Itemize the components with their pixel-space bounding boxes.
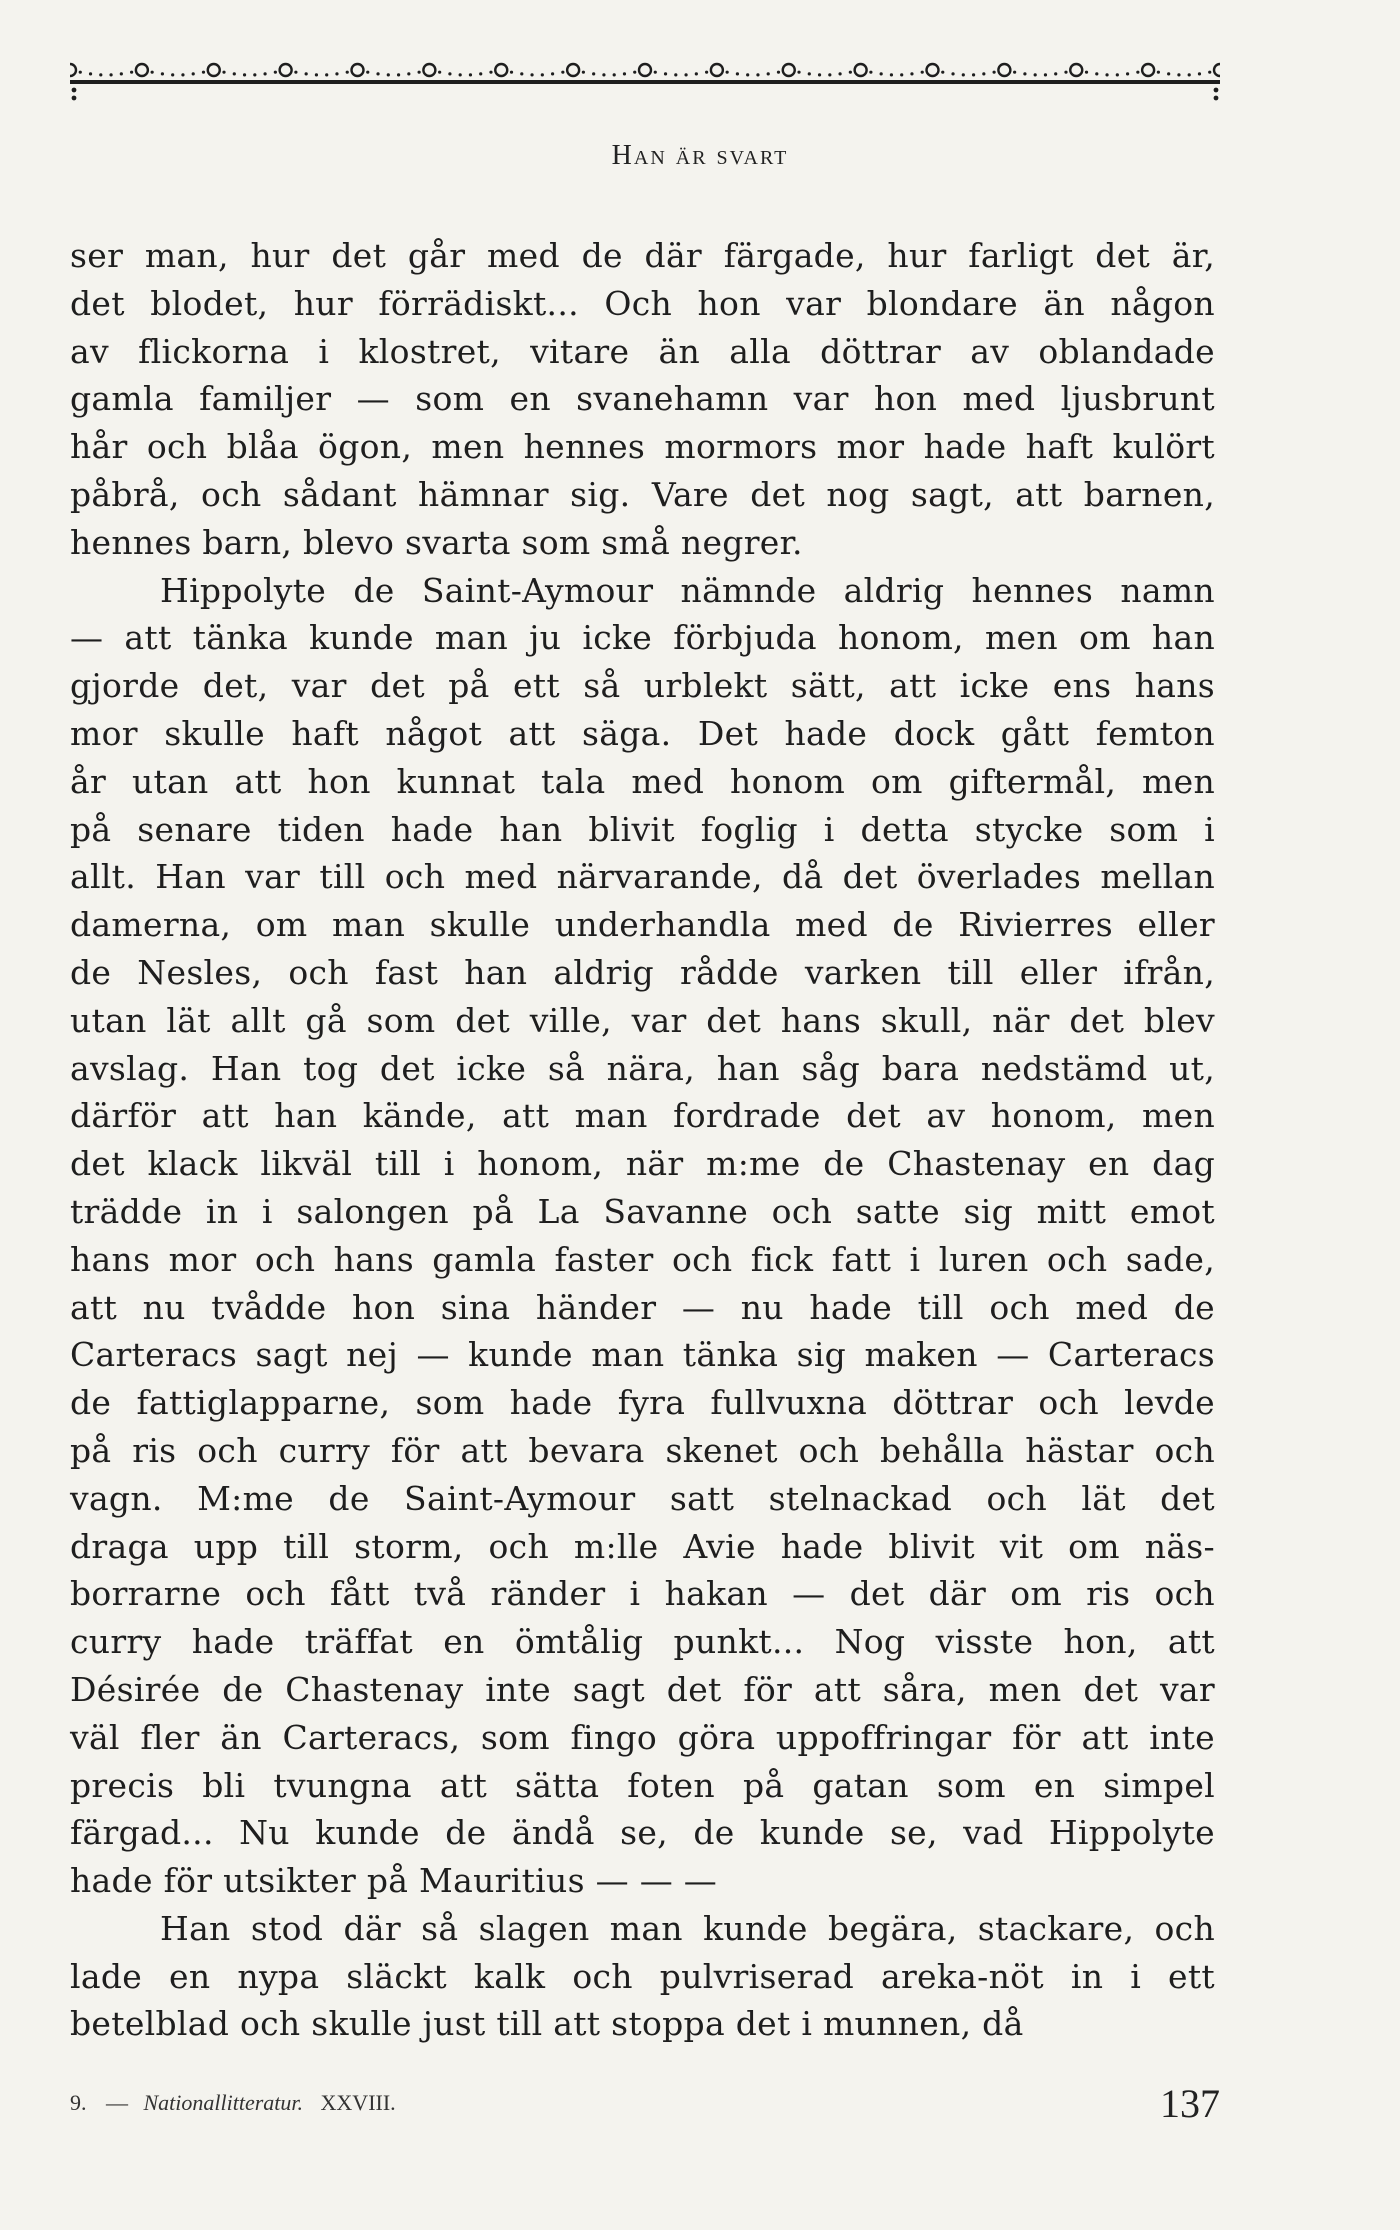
text-line: — att tänka kunde man ju icke förbjuda honom, men om han — [70, 618, 1215, 658]
text-line: av flickorna i klostret, vitare än alla döttrar av oblandade — [70, 331, 1215, 371]
work-title: Nationallitteratur. — [143, 2090, 304, 2115]
text-line: utan lät allt gå som det ville, var det hans skull, när det blev — [70, 1000, 1215, 1040]
body-text — [70, 232, 1215, 2048]
text-line: mor skulle haft något att säga. Det hade dock gått femton — [70, 713, 1215, 753]
text-line: Carteracs sagt nej — kunde man tänka sig maken — Carteracs — [70, 1335, 1215, 1375]
text-line: de Nesles, och fast han aldrig rådde varken till eller ifrån, — [70, 952, 1215, 992]
text-line: det blodet, hur förrädiskt... Och hon var blondare än någon — [70, 283, 1215, 323]
text-line: väl fler än Carteracs, som fingo göra uppoffringar för att inte — [70, 1717, 1215, 1757]
text-line: betelblad och skulle just till att stoppa det i munnen, då — [70, 2004, 1024, 2044]
text-line: avslag. Han tog det icke så nära, han såg bara nedstämd ut, — [70, 1048, 1215, 1088]
page-number: 137 — [1160, 2081, 1220, 2126]
text-line: därför att han kände, att man fordrade det av honom, men — [70, 1096, 1215, 1136]
paragraph — [70, 567, 1215, 1905]
text-line: gamla familjer — som en svanehamn var hon med ljusbrunt — [70, 379, 1215, 419]
paragraph — [70, 1905, 1215, 2048]
text-line: allt. Han var till och med närvarande, då det överlades mellan — [70, 857, 1215, 897]
ornamental-header-border — [70, 60, 1220, 130]
text-line: på senare tiden hade han blivit foglig i detta stycke som i — [70, 809, 1215, 849]
text-line: lade en nypa släckt kalk och pulvriserad areka-nöt in i ett — [70, 1956, 1215, 1996]
text-line: Hippolyte de Saint-Aymour nämnde aldrig hennes namn — [160, 570, 1215, 610]
text-line: de fattiglapparne, som hade fyra fullvuxna döttrar och levde — [70, 1383, 1215, 1423]
printer-signature — [70, 2090, 396, 2116]
page-footer — [70, 2080, 1220, 2140]
text-line: på ris och curry för att bevara skenet och behålla hästar och — [70, 1430, 1215, 1470]
text-line: hans mor och hans gamla faster och fick fatt i luren och sade, — [70, 1239, 1215, 1279]
volume-number: XXVIII. — [320, 2090, 396, 2115]
text-line: påbrå, och sådant hämnar sig. Vare det nog sagt, att barnen, — [70, 474, 1215, 514]
text-line: curry hade träffat en ömtålig punkt... Nog visste hon, att — [70, 1622, 1215, 1662]
text-line: att nu tvådde hon sina händer — nu hade till och med de — [70, 1287, 1215, 1327]
paragraph — [70, 232, 1215, 567]
text-line: det klack likväl till i honom, när m:me de Chastenay en dag — [70, 1144, 1215, 1184]
text-line: damerna, om man skulle underhandla med de Rivierres eller — [70, 905, 1215, 945]
signature-dash: — — [106, 2090, 128, 2115]
text-line: vagn. M:me de Saint-Aymour satt stelnackad och lät det — [70, 1478, 1215, 1518]
signature-number: 9. — [70, 2090, 87, 2115]
text-line: Han stod där så slagen man kunde begära, stackare, och — [160, 1908, 1215, 1948]
text-line: hennes barn, blevo svarta som små negrer. — [70, 522, 803, 562]
text-line: trädde in i salongen på La Savanne och satte sig mitt emot — [70, 1191, 1215, 1231]
text-line: hår och blåa ögon, men hennes mormors mor hade haft kulört — [70, 427, 1215, 467]
text-line: hade för utsikter på Mauritius — — — — [70, 1861, 718, 1901]
text-line: borrarne och fått två ränder i hakan — det där om ris och — [70, 1574, 1215, 1614]
text-line: gjorde det, var det på ett så urblekt sätt, att icke ens hans — [70, 666, 1215, 706]
text-line: draga upp till storm, och m:lle Avie hade blivit vit om näs- — [70, 1526, 1215, 1566]
running-head: Han är svart — [611, 140, 789, 171]
text-line: år utan att hon kunnat tala med honom om giftermål, men — [70, 761, 1215, 801]
text-line: Désirée de Chastenay inte sagt det för att såra, men det var — [70, 1669, 1215, 1709]
text-line: färgad... Nu kunde de ändå se, de kunde se, vad Hippolyte — [70, 1813, 1215, 1853]
text-line: precis bli tvungna att sätta foten på gatan som en simpel — [70, 1765, 1215, 1805]
text-line: ser man, hur det går med de där färgade, hur farligt det är, — [70, 236, 1215, 275]
